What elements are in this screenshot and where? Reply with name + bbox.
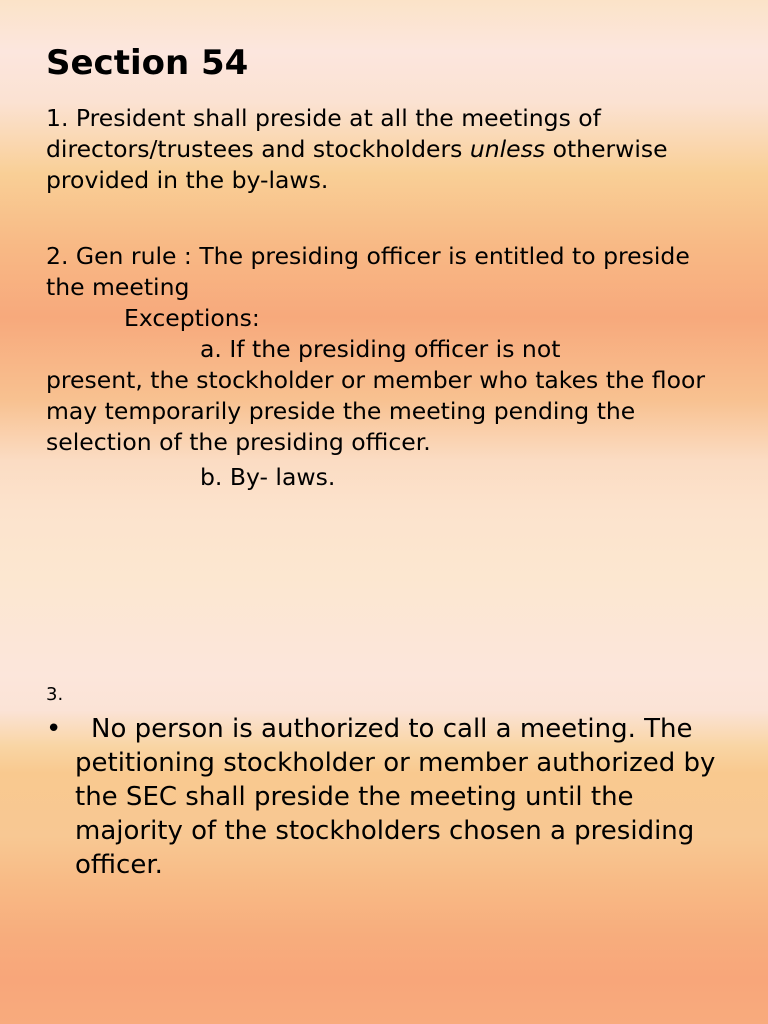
paragraph-1-italic: unless (469, 135, 546, 163)
bullet-text-wrap (75, 712, 736, 882)
slide-divider (0, 512, 768, 576)
general-rule: 2. Gen rule : The presiding officer is entitled to preside the meeting (46, 242, 690, 301)
item-number-3: 3. (46, 684, 64, 705)
bullet-text: No person is authorized to call a meeting. The petitioning stockholder or member authorized by the SEC shall preside the meeting until the majority of the stockholders chosen a presiding officer. (75, 714, 716, 880)
exception-a-first-line: a. If the presiding officer is not (200, 335, 561, 363)
exceptions-label: Exceptions: (124, 304, 260, 332)
bullet-icon: • (46, 714, 62, 744)
bullet-item (46, 712, 736, 882)
slide-title: Section 54 (46, 43, 249, 83)
paragraph-1 (46, 103, 726, 196)
exception-b: b. By- laws. (200, 463, 336, 491)
paragraph-1-text-end: otherwise provided in the by-laws. (46, 135, 668, 194)
paragraph-1-text: 1. President shall preside at all the meetings of directors/trustees and stockholders (46, 104, 601, 163)
paragraph-2 (46, 241, 726, 493)
exception-a-continuation: present, the stockholder or member who takes the floor may temporarily preside the meeting pending the selection of the presiding officer. (46, 366, 706, 456)
